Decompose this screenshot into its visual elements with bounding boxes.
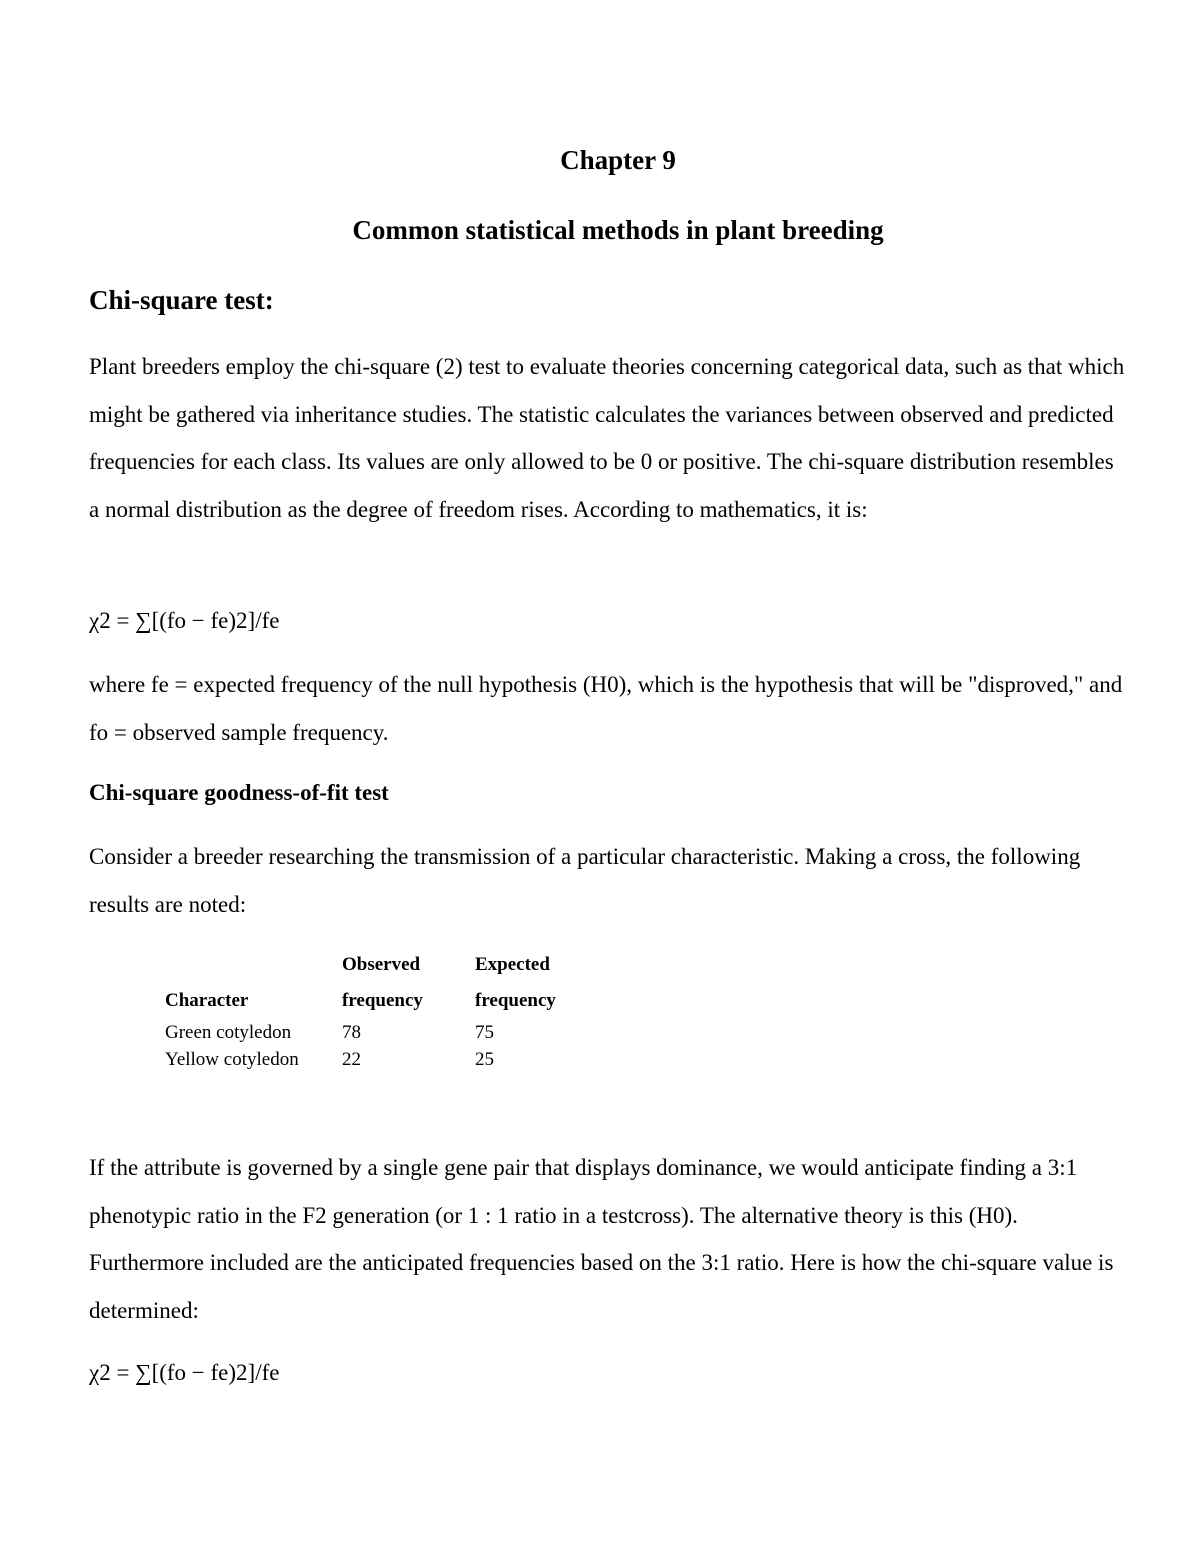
table-cell: Yellow cotyledon: [165, 1049, 299, 1070]
table-cell: 78: [342, 1022, 361, 1043]
table-header-cell: Character: [165, 990, 249, 1011]
chi-square-formula-2: χ2 = ∑[(fo − fe)2]/fe: [89, 1360, 280, 1385]
breeder-paragraph: Consider a breeder researching the transmission of a particular characteristic. Making a cross, the following results are noted:: [89, 844, 1081, 917]
goodness-of-fit-heading: Chi-square goodness-of-fit test: [89, 780, 389, 805]
table-header-cell: Observed: [342, 954, 421, 975]
intro-paragraph: Plant breeders employ the chi-square (2) test to evaluate theories concerning categorical data, such as that which might be gathered via inheritance studies. The statistic calculates the variances between observed and predicted frequencies for each class. Its values are only allowed to be 0 or positive. The chi-square distribution resembles a normal distribution as the degree of freedom rises. According to mathematics, it is:: [89, 354, 1125, 522]
explanation-paragraph: If the attribute is governed by a single gene pair that displays dominance, we would anticipate finding a 3:1 phenotypic ratio in the F2 generation (or 1 : 1 ratio in a testcross). The alternative theory is this (H0). Furthermore included are the anticipated frequencies based on the 3:1 ratio. Here is how the chi-square value is determined:: [89, 1155, 1114, 1323]
frequency-table: [165, 947, 585, 1073]
table-header-row-top: [165, 947, 585, 983]
table-row: [165, 1019, 585, 1046]
chapter-title: Common statistical methods in plant breeding: [352, 215, 884, 245]
table-header-cell: frequency: [475, 990, 556, 1011]
table-row: [165, 1046, 585, 1073]
table-cell: 75: [475, 1022, 494, 1043]
table-header-cell: frequency: [342, 990, 423, 1011]
table-header-row-bottom: [165, 983, 585, 1019]
table-cell: 22: [342, 1049, 361, 1070]
chapter-label: Chapter 9: [560, 145, 676, 175]
chi-square-formula: χ2 = ∑[(fo − fe)2]/fe: [89, 608, 280, 633]
table-cell: 25: [475, 1049, 494, 1070]
table-cell: Green cotyledon: [165, 1022, 292, 1043]
section-heading: Chi-square test:: [89, 285, 274, 315]
definition-paragraph: where fe = expected frequency of the null hypothesis (H0), which is the hypothesis that will be "disproved," and fo = observed sample frequency.: [89, 672, 1123, 745]
table-header-cell: Expected: [475, 954, 550, 975]
table-header-cell: [165, 947, 342, 983]
